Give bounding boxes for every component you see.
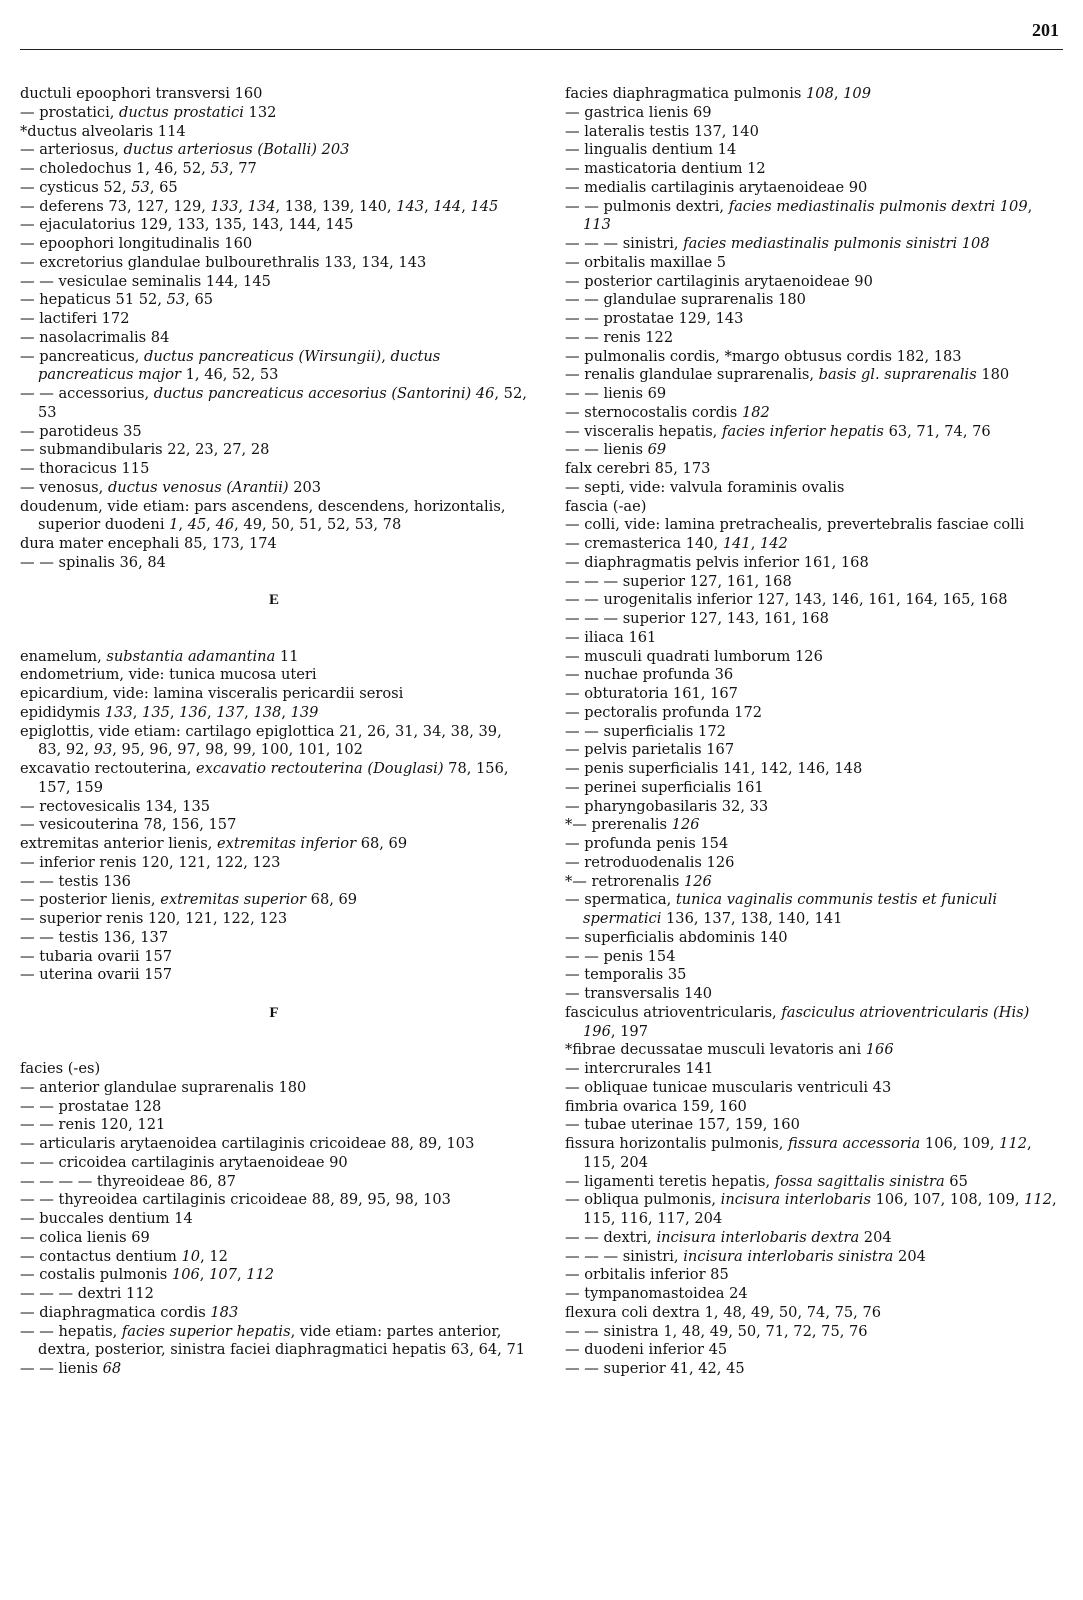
page-number: 201 [1032,20,1059,40]
index-entry: — renalis glandulae suprarenalis, basis gl. suprarenalis 180 [565,366,1010,384]
index-entry: — excretorius glandulae bulbourethralis 133, 134, 143 [20,253,427,271]
section-spacer [20,573,528,592]
index-entry: — — renis 122 [565,328,674,346]
section-spacer [20,610,528,648]
index-entry: falx cerebri 85, 173 [565,460,711,477]
index-entry: *— retrorenalis 126 [565,872,712,890]
index-entry: — hepaticus 51 52, 53, 65 [20,291,214,309]
index-entry: — medialis cartilaginis arytaenoideae 90 [565,178,868,196]
index-entry: flexura coli dextra 1, 48, 49, 50, 74, 75, 76 [565,1303,882,1321]
index-entry: — orbitalis maxillae 5 [565,253,727,271]
index-entry: — inferior renis 120, 121, 122, 123 [20,853,281,871]
index-entry: — duodeni inferior 45 [565,1341,728,1359]
index-entry: — pulmonalis cordis, *margo obtusus cordis 182, 183 [565,347,962,365]
index-entry: fimbria ovarica 159, 160 [565,1097,747,1115]
index-entry: — pectoralis profunda 172 [565,703,763,721]
index-entry: — visceralis hepatis, facies inferior hepatis 63, 71, 74, 76 [565,422,991,440]
index-entry: — buccales dentium 14 [20,1210,193,1227]
index-entry: *fibrae decussatae musculi levatoris ani 166 [565,1041,894,1059]
index-entry: epiglottis, vide etiam: cartilago epiglottica 21, 26, 31, 34, 38, 39, 83, 92, 93, 95, 96, 97, 98, 99, 100, 101, 102 [20,722,502,759]
index-entry: — — spinalis 36, 84 [20,553,166,571]
index-entry: — nuchae profunda 36 [565,666,734,684]
index-entry: — choledochus 1, 46, 52, 53, 77 [20,160,257,177]
index-entry: — orbitalis inferior 85 [565,1266,729,1284]
index-entry: — retroduodenalis 126 [565,853,735,871]
index-entry: — — vesiculae seminalis 144, 145 [20,272,271,290]
index-entry: — — superior 41, 42, 45 [565,1360,745,1377]
index-entry: — — lienis 69 [565,385,667,402]
index-entry: — — testis 136, 137 [20,928,169,946]
section-spacer [20,985,528,1004]
index-entry: — iliaca 161 [565,628,657,646]
index-entry: — ligamenti teretis hepatis, fossa sagittalis sinistra 65 [565,1172,968,1190]
index-entry: — musculi quadrati lumborum 126 [565,647,823,665]
index-entry: fissura horizontalis pulmonis, fissura accessoria 106, 109, 112, 115, 204 [565,1135,1032,1171]
index-entry: — anterior glandulae suprarenalis 180 [20,1078,307,1096]
index-entry: facies diaphragmatica pulmonis 108, 109 [565,85,871,102]
index-entry: — colica lienis 69 [20,1228,150,1246]
index-entry: doudenum, vide etiam: pars ascendens, descendens, horizontalis, superior duodeni 1, 45, 46, 49, 50, 51, 52, 53, 78 [20,497,506,534]
index-entry: — tympanomastoidea 24 [565,1285,748,1302]
index-entry: — — — — thyreoideae 86, 87 [20,1172,236,1190]
index-entry: — posterior cartilaginis arytaenoideae 90 [565,272,873,290]
index-entry: — uterina ovarii 157 [20,966,173,984]
index-entry: — vesicouterina 78, 156, 157 [20,816,237,834]
index-entry: — profunda penis 154 [565,835,729,852]
index-entry: — posterior lienis, extremitas superior 68, 69 [20,891,358,909]
index-entry: — intercrurales 141 [565,1060,714,1077]
index-entry: — — prostatae 129, 143 [565,310,744,327]
index-entry: — — lienis 68 [20,1360,122,1377]
index-entry: — temporalis 35 [565,966,687,984]
index-entry: — spermatica, tunica vaginalis communis testis et funiculi spermatici 136, 137, 138, 140, 141 [565,891,998,927]
index-entry: — ejaculatorius 129, 133, 135, 143, 144, 145 [20,216,354,234]
index-entry: — contactus dentium 10, 12 [20,1247,228,1265]
index-entry: *— prerenalis 126 [565,816,700,834]
section-letter-heading: F [269,1004,279,1021]
index-entry: — masticatoria dentium 12 [565,160,766,177]
index-entry: — lateralis testis 137, 140 [565,122,759,140]
index-entry: — transversalis 140 [565,985,713,1002]
index-entry: — penis superficialis 141, 142, 146, 148 [565,760,863,777]
index-entry: ductuli epoophori transversi 160 [20,85,263,102]
index-entry: — nasolacrimalis 84 [20,328,170,346]
index-entry: — cremasterica 140, 141, 142 [565,535,788,552]
index-entry: — — glandulae suprarenalis 180 [565,291,806,309]
index-entry: — pharyngobasilaris 32, 33 [565,797,769,815]
index-entry: *ductus alveolaris 114 [20,122,186,140]
index-entry: epicardium, vide: lamina visceralis pericardii serosi [20,685,404,702]
index-entry: — — penis 154 [565,947,676,965]
index-entry: — — — superior 127, 143, 161, 168 [565,610,829,627]
index-entry: — venosus, ductus venosus (Arantii) 203 [20,478,322,496]
index-entry: — submandibularis 22, 23, 27, 28 [20,441,270,459]
index-entry: — superficialis abdominis 140 [565,928,788,946]
index-entry: — lingualis dentium 14 [565,141,737,159]
index-entry: — — pulmonis dextri, facies mediastinalis pulmonis dextri 109, 113 [565,197,1033,234]
index-entry: — — cricoidea cartilaginis arytaenoideae 90 [20,1153,348,1171]
index-entry: — — prostatae 128 [20,1097,162,1115]
index-entry: — septi, vide: valvula foraminis ovalis [565,478,845,496]
index-entry: — — lienis 69 [565,441,667,459]
index-entry: — obturatoria 161, 167 [565,685,738,702]
index-entry: endometrium, vide: tunica mucosa uteri [20,666,317,684]
index-entry: — — urogenitalis inferior 127, 143, 146, 161, 164, 165, 168 [565,591,1008,609]
index-entry: — — hepatis, facies superior hepatis, vide etiam: partes anterior, dextra, posterior, sinistra faciei diaphragmatici hepatis 63, 64, 71 [20,1322,526,1359]
index-entry: extremitas anterior lienis, extremitas inferior 68, 69 [20,835,408,852]
index-entry: — arteriosus, ductus arteriosus (Botalli) 203 [20,141,350,159]
index-entry: — colli, vide: lamina pretrachealis, prevertebralis fasciae colli [565,516,1025,534]
index-entry: — diaphragmatica cordis 183 [20,1303,239,1321]
section-letter-heading: E [268,592,279,609]
index-entry: — obliqua pulmonis, incisura interlobaris 106, 107, 108, 109, 112, 115, 116, 117, 204 [565,1191,1057,1227]
index-entry: excavatio rectouterina, excavatio rectouterina (Douglasi) 78, 156, 157, 159 [20,760,509,796]
index-entry: — — sinistra 1, 48, 49, 50, 71, 72, 75, 76 [565,1322,868,1340]
index-entry: — sternocostalis cordis 182 [565,403,770,421]
index-entry: enamelum, substantia adamantina 11 [20,647,299,665]
index-entry: — tubae uterinae 157, 159, 160 [565,1116,800,1134]
header-rule [20,49,1063,50]
index-entry: — deferens 73, 127, 129, 133, 134, 138, 139, 140, 143, 144, 145 [20,197,499,215]
left-column [20,85,528,1379]
right-column [565,85,1063,1379]
index-entry: — superior renis 120, 121, 122, 123 [20,910,288,927]
index-entry: — — — superior 127, 161, 168 [565,572,792,590]
index-entry: — pancreaticus, ductus pancreaticus (Wirsungii), ductus pancreaticus major 1, 46, 52, 53 [20,347,441,384]
index-entry: fasciculus atrioventricularis, fasciculus atrioventricularis (His) 196, 197 [565,1003,1030,1040]
index-entry: fascia (-ae) [565,497,647,515]
index-entry: dura mater encephali 85, 173, 174 [20,535,277,552]
section-spacer [20,1023,528,1061]
index-entry: — costalis pulmonis 106, 107, 112 [20,1266,275,1284]
index-entry: — articularis arytaenoidea cartilaginis cricoideae 88, 89, 103 [20,1135,475,1152]
index-entry: — — dextri, incisura interlobaris dextra 204 [565,1228,892,1246]
index-entry: — — — sinistri, incisura interlobaris sinistra 204 [565,1247,926,1265]
index-entry: — — renis 120, 121 [20,1116,166,1134]
index-entry: — — accessorius, ductus pancreaticus accesorius (Santorini) 46, 52, 53 [20,385,527,421]
index-entry: — cysticus 52, 53, 65 [20,178,178,196]
index-entry: — gastrica lienis 69 [565,103,712,121]
index-entry: — parotideus 35 [20,422,142,440]
index-entry: — epoophori longitudinalis 160 [20,235,253,252]
index-entry: — — — dextri 112 [20,1285,154,1302]
index-entry: — diaphragmatis pelvis inferior 161, 168 [565,553,869,571]
index-entry: — pelvis parietalis 167 [565,741,735,759]
index-entry: — lactiferi 172 [20,310,130,327]
index-entry: epididymis 133, 135, 136, 137, 138, 139 [20,703,319,721]
index-entry: — — testis 136 [20,872,131,890]
index-entry: — rectovesicalis 134, 135 [20,797,211,815]
index-entry: — — thyreoidea cartilaginis cricoideae 88, 89, 95, 98, 103 [20,1191,451,1209]
index-entry: — prostatici, ductus prostatici 132 [20,103,277,121]
index-entry: — perinei superficialis 161 [565,778,764,796]
index-entry: — obliquae tunicae muscularis ventriculi 43 [565,1078,892,1096]
index-entry: — tubaria ovarii 157 [20,947,173,965]
index-entry: — thoracicus 115 [20,460,150,477]
index-entry: facies (-es) [20,1060,101,1077]
index-entry: — — superficialis 172 [565,722,726,740]
index-entry: — — — sinistri, facies mediastinalis pulmonis sinistri 108 [565,235,990,252]
